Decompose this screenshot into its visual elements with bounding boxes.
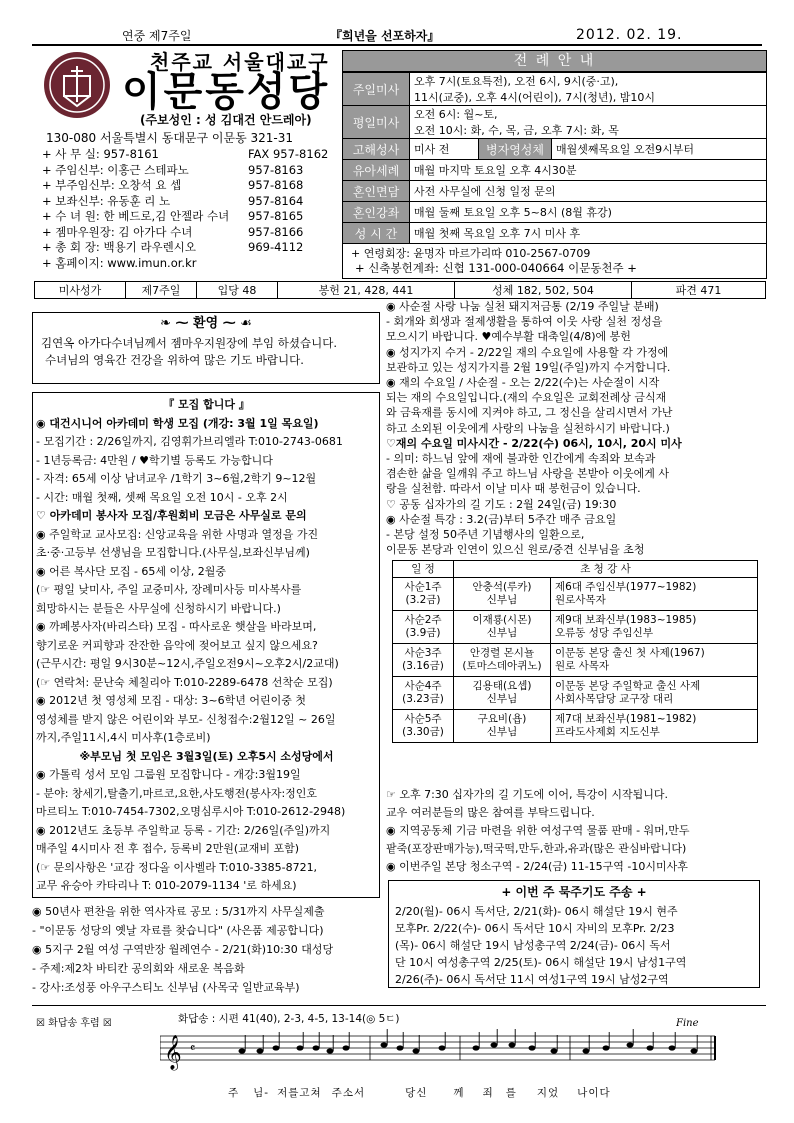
holy-hour-label: 성 시 간 [343, 223, 410, 244]
welcome-line: 수녀님의 영육간 건강을 위하여 많은 기도 바랍니다. [45, 353, 304, 367]
notice-line: ◉ 50년사 편찬을 위한 역사자료 공모 : 5/31까지 사무실제출 [32, 905, 325, 918]
lecture-cell: 사순2주 (3.9금) [393, 611, 454, 644]
notice-line: - 회개와 희생과 절제생활을 통하여 이웃 사랑 실천 정성을 [386, 315, 663, 329]
notice-line: 향기로운 커피향과 잔잔한 음악에 젖어보고 싶지 않으세요? [36, 638, 318, 652]
notice-line: ♡재의 수요일 미사시간 - 2/22(수) 06시, 10시, 20시 미사 [386, 436, 682, 450]
notice-line: - 분야: 창세기,탈출기,마르코,요한,사도행전(봉사자:정인호 [36, 786, 318, 800]
lecture-cell: 제7대 보좌신부(1981~1982) 프라도사제회 지도신부 [551, 710, 758, 743]
lyric-syllable: 께 [453, 1087, 465, 1099]
notice-line: - 본당 설정 50주년 기념행사의 일환으로, [386, 528, 585, 542]
motto: 『희년을 선포하자』 [330, 29, 440, 43]
music-note [327, 1048, 334, 1053]
notice-line: 모으시기 바랍니다. ♥예수부활 대축일(4/8)에 봉헌 [386, 330, 631, 344]
staff-list [42, 147, 342, 271]
lecture-cell: 안경렬 몬시뇰 (토마스데아퀴노) [454, 644, 551, 677]
lecture-cell: 이재룡(시몬) 신부님 [454, 611, 551, 644]
notice-line: 초·중·고등부 선생님을 모집합니다.(사무실,보좌신부님께) [36, 546, 310, 559]
notice-line: ◉ 5지구 2월 여성 구역반장 월례연수 - 2/21(화)10:30 대성당 [32, 943, 334, 956]
notice-line: ◉ 사순절 특강 : 3.2(금)부터 5주간 매주 금요일 [386, 512, 617, 526]
staff-name: 이홍근 스테파노 [103, 162, 189, 177]
music-note [603, 1045, 610, 1050]
rosary-line: 2/20(월)- 06시 독서단, 2/21(화)- 06시 해설단 19시 현주 [395, 905, 678, 918]
notice-line: 되는 재의 수요일입니다.(재의 수요일은 교회전례상 금식재 [386, 391, 667, 405]
notice-line: 까지,주일11시,4시 미사후(1층로비) [36, 731, 211, 744]
stat-cell: 제7주일 [126, 282, 197, 299]
staff-row [42, 178, 342, 194]
sick-communion-label: 병자영성체 [479, 139, 552, 160]
sunday-mass-times-2: 11시(교중), 오후 4시(어린이), 7시(청년), 밤10시 [410, 89, 767, 106]
week-label: 연중 제7주일 [122, 29, 192, 43]
marriage-course-label: 혼인강좌 [343, 202, 410, 223]
music-note [669, 1045, 676, 1050]
psalm-response-label: ☒ 화답송 후렴 ☒ [36, 1018, 112, 1029]
lecture-header: 일 정 [393, 561, 454, 578]
lecture-cell: 구요비(욥) 신부님 [454, 710, 551, 743]
marriage-course-info: 매월 둘째 토요일 오후 5~8시 (8월 휴강) [410, 202, 767, 223]
notice-line: 매주일 4시미사 전 후 접수, 등록비 2만원(교재비 포함) [36, 842, 300, 855]
holy-hour-info: 매월 첫째 목요일 오후 7시 미사 후 [410, 223, 767, 244]
recruitment-notices [32, 392, 380, 898]
notice-line: - 1년등록금: 4만원 / ♥학기별 등록도 가능합니다 [36, 453, 273, 467]
notice-line: ◉ 성지가지 수거 - 2/22일 재의 수요일에 사용할 각 가정에 [386, 345, 669, 359]
staff-role: + 주임신부: [42, 162, 104, 177]
patron-saint: (주보성인 : 성 김대건 안드레아) [140, 113, 312, 127]
notice-line: 이문동 본당과 인연이 있으신 원로/중견 신부님을 초청 [386, 543, 645, 557]
music-note [583, 1048, 590, 1053]
music-note [239, 1048, 246, 1053]
staff-name: 김 아가다 수녀 [114, 224, 193, 239]
notice-line: ◉ 2012년 첫 영성체 모집 - 대상: 3~6학년 어린이중 첫 [36, 694, 306, 707]
music-note [273, 1045, 280, 1050]
music-note [473, 1045, 480, 1050]
staff-row [42, 194, 342, 210]
square-icon: ☒ [36, 1018, 45, 1029]
liturgy-guide [342, 50, 767, 279]
ornament-left-icon: ❧ ⁓ [160, 316, 194, 331]
music-note [413, 1048, 420, 1053]
music-note [297, 1045, 304, 1050]
welcome-title-row [33, 313, 379, 335]
music-note [381, 1042, 388, 1047]
stat-cell: 성체 182, 502, 504 [455, 282, 632, 299]
notice-line: ◉ 2012년도 초등부 주일학교 등록 - 기간: 2/26일(주일)까지 [36, 823, 331, 837]
music-note [257, 1048, 264, 1053]
lecture-cell: 사순1주 (3.2금) [393, 578, 454, 611]
staff-name: 한 베드로,김 안젤라 수녀 [99, 209, 230, 223]
parish-logo [44, 52, 110, 118]
notice-line: ※부모님 첫 모임은 3월3일(토) 오후5시 소성당에서 [79, 749, 334, 763]
marriage-interview-label: 혼인면담 [343, 181, 410, 202]
staff-row [42, 240, 342, 256]
staff-role: + 홈페이지: [42, 255, 104, 270]
sick-communion-time: 매월셋째목요일 오전9시부터 [552, 139, 767, 160]
notice-line: ♡ 공동 십자가의 길 기도 : 2월 24일(금) 19:30 [386, 497, 617, 511]
mass-stats [34, 281, 766, 299]
lecture-cell: 이문동 본당 주일학교 출신 사제 사회사목담당 교구장 대리 [551, 677, 758, 710]
ornament-right-icon: ⁓ ☙ [218, 316, 252, 331]
lyric-syllable: 당신 [405, 1087, 428, 1099]
notice-line: 영성체를 받지 않은 어린이와 부모- 신청접수:2월12일 ~ 26일 [36, 712, 336, 726]
notice-line: 와 금육재를 동시에 지켜야 하고, 그 정신을 살리시면서 가난 [386, 406, 673, 420]
svg-text:𝄞: 𝄞 [164, 1035, 182, 1070]
infant-baptism-label: 유아세례 [343, 160, 410, 181]
psalm-reference: 화답송 : 시편 41(40), 2-3, 4-5, 13-14(◎ 5ㄷ) [178, 1013, 400, 1025]
staff-phone: 957-8164 [248, 193, 304, 208]
notice-line: ◉ 까페봉사자(바리스타) 모집 - 따사로운 햇살을 바라보며, [36, 620, 317, 633]
lecture-row [393, 578, 758, 611]
notice-line: (근무시간: 평일 9시30분~12시,주일오전9시~오후2시/2교대) [36, 657, 339, 670]
notice-line: 희망하시는 분들은 사무실에 신청하시기 바랍니다.) [36, 601, 281, 615]
music-rule [32, 1005, 766, 1006]
music-note [491, 1042, 498, 1047]
staff-phone: 957-8163 [248, 162, 304, 177]
stat-cell: 봉헌 21, 428, 441 [278, 282, 455, 299]
notice-line: - "이문동 성당의 옛날 자료를 찾습니다" (사은품 제공합니다) [32, 924, 324, 937]
notice-line: - 모집기간 : 2/26일까지, 김영휘가브리엘라 T:010-2743-0681 [36, 435, 343, 448]
weekday-mass-times-2: 오전 10시: 화, 수, 목, 금, 오후 7시: 화, 목 [410, 122, 767, 139]
music-note [627, 1042, 634, 1047]
weekday-mass-times-1: 오전 6시: 월~토, [410, 106, 767, 123]
bottom-left-notices [32, 902, 382, 997]
lecture-cell: 사순3주 (3.16금) [393, 644, 454, 677]
rosary-title: + 이번 주 묵주기도 주송 + [501, 885, 647, 899]
lecture-cell: 안충석(루카) 신부님 [454, 578, 551, 611]
psalm-lyrics [228, 1086, 708, 1101]
staff-name: 백용기 라우렌시오 [99, 240, 196, 254]
staff-name: 957-8161 [99, 147, 159, 161]
fine-mark: Fine [676, 1018, 699, 1029]
notice-line: 팥죽(포장판매가능),떡국떡,만두,한과,유과(많은 관심바랍니다) [386, 842, 687, 855]
stat-cell: 입당 48 [197, 282, 278, 299]
staff-row [42, 147, 342, 163]
notice-line: - 주제:제2차 바티칸 공의회와 새로운 복음화 [32, 962, 245, 975]
notice-line: 마르티노 T:010-7454-7302,오명심루시아 T:010-2612-2948) [36, 805, 346, 818]
stat-cell: 파견 471 [632, 282, 766, 299]
notice-line: - 강사:조성풍 아우구스티노 신부님 (사목국 일반교육부) [32, 981, 300, 994]
lyric-syllable: 지었 [536, 1087, 560, 1099]
notice-line: ◉ 어른 복사단 모집 - 65세 이상, 2월중 [36, 564, 227, 578]
staff-role: + 젬마우원장: [42, 224, 115, 239]
lyric-syllable: 주소서 [331, 1087, 366, 1099]
notice-line: (☞ 문의사항은 '교감 정다올 이사벨라 T:010-3385-8721, [36, 860, 318, 874]
infant-baptism-time: 매월 마지막 토요일 오후 4시30분 [410, 160, 767, 181]
lyric-syllable: 주 [228, 1087, 240, 1099]
lecture-row [393, 710, 758, 743]
address: 130-080 서울특별시 동대문구 이문동 321-31 [46, 131, 294, 145]
staff-phone: 969-4112 [248, 240, 304, 254]
marriage-interview-info: 사전 사무실에 신청 일정 문의 [410, 181, 767, 202]
staff-role: + 사 무 실: [42, 147, 100, 161]
music-note [509, 1042, 516, 1047]
square-icon: ☒ [102, 1018, 112, 1029]
lecture-row [393, 611, 758, 644]
rosary-line: 단 10시 여성총구역 2/25(토)- 06시 해설단 19시 남성1구역 [395, 956, 687, 969]
music-note [551, 1048, 558, 1053]
staff-role: + 수 녀 원: [42, 209, 100, 223]
notice-line: ◉ 이번주일 본당 청소구역 - 2/24(금) 11-15구역 -10시미사후 [386, 860, 688, 873]
confession-label: 고해성사 [343, 139, 410, 160]
header-rule [32, 44, 762, 46]
lyric-syllable: 저를고쳐 [277, 1087, 322, 1099]
confession-time: 미사 전 [410, 139, 479, 160]
lecture-cell: 사순5주 (3.30금) [393, 710, 454, 743]
lyric-syllable: 를 [505, 1087, 517, 1099]
welcome-title: 환영 [193, 316, 219, 331]
notice-line: 보관하고 있는 성지가지를 2월 19일(주일)까지 수거합니다. [386, 360, 671, 374]
staff-row [42, 209, 342, 225]
right-notices [386, 299, 766, 557]
notice-line: ◉ 주일학교 교사모집: 신앙교육을 위한 사명과 열정을 가진 [36, 527, 319, 541]
notice-line: (☞ 연락처: 문난숙 체칠리아 T:010-2289-6478 선착순 모집) [36, 675, 333, 689]
music-note [439, 1045, 446, 1050]
welcome-line: 김연옥 아가다수녀님께서 젬마우지원장에 부임 하셨습니다. [41, 336, 337, 350]
notice-line: ◉ 가톨릭 성서 모임 그룹원 모집합니다 - 개강:3월19일 [36, 768, 301, 781]
lecture-cell: 제9대 보좌신부(1983~1985) 오류동 성당 주임신부 [551, 611, 758, 644]
staff-name: www.imun.or.kr [103, 255, 197, 270]
lecture-cell: 이문동 본당 출신 첫 사제(1967) 원로 사목자 [551, 644, 758, 677]
rosary-line: 2/26(주)- 06시 독서단 11시 여성1구역 19시 남성2구역 [395, 973, 669, 986]
staff-role: + 부주임신부: [42, 178, 115, 192]
lecture-cell: 김용태(요셉) 신부님 [454, 677, 551, 710]
liturgy-title: 전 례 안 내 [342, 50, 767, 72]
notice-line: 『 모집 합니다 』 [163, 398, 250, 411]
welcome-box [32, 312, 380, 384]
notice-line: 교무 유승아 카타리나 T: 010-2079-1134 '로 하세요) [36, 879, 297, 892]
notice-line: (☞ 평일 낮미사, 주일 교중미사, 장례미사등 미사복사를 [36, 583, 302, 596]
staff-phone: 957-8165 [248, 209, 304, 223]
svg-text:𝄴: 𝄴 [190, 1041, 196, 1055]
notice-line: 교우 여러분들의 많은 참여를 부탁드립니다. [386, 806, 595, 819]
notice-line: ♡ 아카데미 봉사자 모집/후원회비 모금은 사무실로 문의 [36, 509, 307, 522]
lecture-cell: 사순4주 (3.23금) [393, 677, 454, 710]
staff-phone: FAX 957-8162 [248, 147, 329, 161]
sunday-mass-label: 주일미사 [343, 73, 410, 106]
rosary-schedule [389, 903, 759, 988]
funeral-contact: + 연령회장: 윤명자 마르가리따 010-2567-0709 [351, 247, 591, 260]
weekday-mass-label: 평일미사 [343, 106, 410, 139]
staff-name: 오창석 요 셉 [114, 178, 182, 192]
notice-line: - 시간: 매월 첫째, 셋째 목요일 오전 10시 - 오후 2시 [36, 490, 288, 504]
staff-phone: 957-8168 [248, 178, 304, 192]
notice-line: ◉ 지역공동체 기금 마련을 위한 여성구역 물품 판매 - 워머,만두 [386, 824, 690, 837]
notice-line: ◉ 재의 수요일 / 사순절 - 오는 2/22(수)는 사순절이 시작 [386, 376, 660, 390]
staff-name: 유동훈 리 노 [103, 193, 171, 208]
staff-phone: 957-8166 [248, 224, 304, 239]
staff-role: + 총 회 장: [42, 240, 100, 254]
music-note [691, 1048, 698, 1053]
music-note [343, 1045, 350, 1050]
lenten-lecture-table [392, 560, 758, 743]
notice-line: - 자격: 65세 이상 남녀교우 /1학기 3~6월,2학기 9~12월 [36, 472, 317, 485]
staff-role: + 보좌신부: [42, 193, 104, 208]
diocese-title: 천주교 서울대교구 [150, 50, 330, 74]
music-note [397, 1045, 404, 1050]
music-note [313, 1045, 320, 1050]
notice-line: ◉ 사순절 사랑 나눔 실천 돼지저금통 (2/19 주일날 분배) [386, 300, 659, 313]
notice-line: ☞ 오후 7:30 십자가의 길 기도에 이어, 특강이 시작됩니다. [386, 788, 669, 801]
music-note [529, 1045, 536, 1050]
building-fund-account: + 신축봉헌계좌: 신협 131-000-040664 이문동천주 + [355, 261, 637, 275]
sunday-mass-times-1: 오후 7시(토요특전), 오전 6시, 9시(중·고), [410, 73, 767, 90]
rosary-line: (목)- 06시 해설단 19시 남성총구역 2/24(금)- 06시 독서 [395, 939, 671, 952]
notice-line: 랑을 실천함. 따라서 이날 미사 때 봉헌금이 있습니다. [386, 482, 641, 496]
lyric-syllable: 님- [253, 1087, 270, 1099]
rosary-prayer-box [388, 880, 760, 988]
lyric-syllable: 죄 [482, 1087, 494, 1099]
notice-line: - 의미: 하느님 앞에 재에 불과한 인간에게 속죄와 보속과 [386, 452, 656, 466]
notice-line: 겸손한 삶을 일깨워 주고 하느님 사랑을 본받아 이웃에게 사 [386, 467, 669, 481]
lecture-row [393, 644, 758, 677]
right-after-notices [386, 786, 766, 876]
music-note [647, 1045, 654, 1050]
music-staff [160, 1026, 720, 1082]
lecture-row [393, 677, 758, 710]
lecture-cell: 제6대 주임신부(1977~1982) 원로사목자 [551, 578, 758, 611]
staff-row [42, 256, 342, 272]
lecture-header: 초 청 강 사 [454, 561, 758, 578]
notice-line: ◉ 대건시니어 아카데미 학생 모집 (개강: 3월 1일 목요일) [36, 416, 319, 430]
notice-line: 하고 소외된 이웃에게 사랑의 나눔을 실천하시기 바랍니다.) [386, 421, 670, 435]
lyric-syllable: 나이다 [577, 1087, 611, 1099]
stat-cell: 미사성가 [35, 282, 126, 299]
parish-name: 이문동성당 [122, 70, 331, 114]
staff-row [42, 225, 342, 241]
staff-row [42, 163, 342, 179]
issue-date: 2012. 02. 19. [576, 28, 683, 43]
rosary-line: 모후Pr. 2/22(수)- 06시 독서단 10시 자비의 모후Pr. 2/23 [395, 922, 675, 935]
